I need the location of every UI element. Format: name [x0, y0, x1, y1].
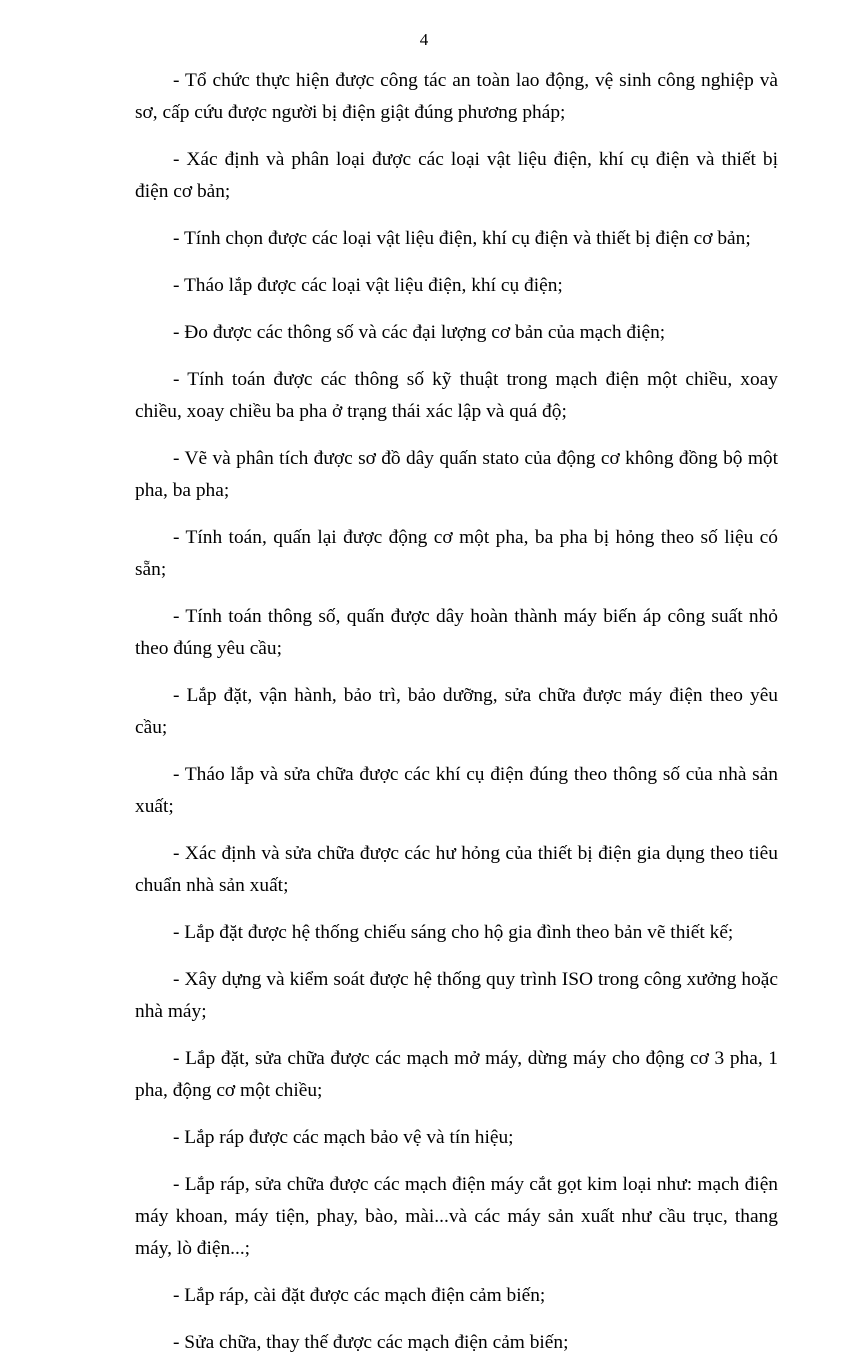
list-item: - Đo được các thông số và các đại lượng cơ bản của mạch điện;: [173, 322, 666, 343]
list-item: - Lắp ráp, cài đặt được các mạch điện cảm biến;: [173, 1285, 546, 1306]
list-item: - Xác định và sửa chữa được các hư hỏng của thiết bị điện gia dụng theo tiêu chuẩn nhà sản xuất;: [135, 843, 778, 896]
list-item: - Tháo lắp được các loại vật liệu điện, khí cụ điện;: [173, 275, 563, 296]
list-item: - Lắp đặt, vận hành, bảo trì, bảo dưỡng, sửa chữa được máy điện theo yêu cầu;: [135, 685, 778, 738]
requirements-list: [135, 65, 778, 1359]
list-item: - Lắp ráp, sửa chữa được các mạch điện máy cắt gọt kim loại như: mạch điện máy khoan, máy tiện, phay, bào, mài...và các máy sản xuất như cầu trục, thang máy, lò điện...;: [135, 1174, 778, 1259]
list-item: - Vẽ và phân tích được sơ đồ dây quấn stato của động cơ không đồng bộ một pha, ba pha;: [135, 448, 778, 501]
page-number: 4: [419, 30, 429, 49]
list-item: - Xác định và phân loại được các loại vật liệu điện, khí cụ điện và thiết bị điện cơ bản;: [135, 149, 778, 202]
list-item: - Lắp đặt, sửa chữa được các mạch mở máy, dừng máy cho động cơ 3 pha, 1 pha, động cơ một chiều;: [135, 1048, 778, 1101]
list-item: - Tháo lắp và sửa chữa được các khí cụ điện đúng theo thông số của nhà sản xuất;: [135, 764, 778, 817]
list-item: - Tính toán được các thông số kỹ thuật trong mạch điện một chiều, xoay chiều, xoay chiều ba pha ở trạng thái xác lập và quá độ;: [135, 369, 778, 422]
list-item: - Sửa chữa, thay thế được các mạch điện cảm biến;: [173, 1332, 569, 1353]
list-item: - Tính chọn được các loại vật liệu điện, khí cụ điện và thiết bị điện cơ bản;: [173, 228, 751, 249]
list-item: - Xây dựng và kiểm soát được hệ thống quy trình ISO trong công xưởng hoặc nhà máy;: [135, 969, 778, 1022]
list-item: - Tính toán thông số, quấn được dây hoàn thành máy biến áp công suất nhỏ theo đúng yêu cầu;: [135, 606, 778, 659]
list-item: - Tổ chức thực hiện được công tác an toàn lao động, vệ sinh công nghiệp và sơ, cấp cứu được người bị điện giật đúng phương pháp;: [135, 70, 778, 123]
list-item: - Lắp ráp được các mạch bảo vệ và tín hiệu;: [173, 1127, 514, 1148]
list-item: - Lắp đặt được hệ thống chiếu sáng cho hộ gia đình theo bản vẽ thiết kế;: [173, 922, 734, 943]
list-item: - Tính toán, quấn lại được động cơ một pha, ba pha bị hỏng theo số liệu có sẵn;: [135, 527, 778, 580]
